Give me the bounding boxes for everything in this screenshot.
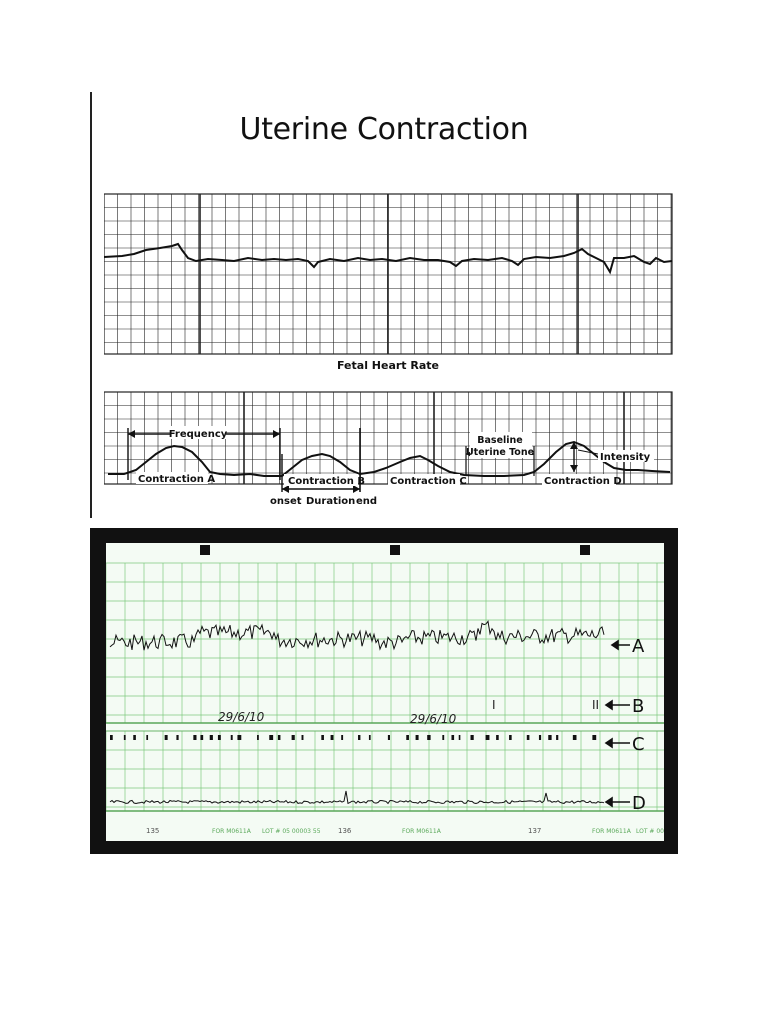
ctg-printout xyxy=(106,543,664,841)
baseline-label-1: Baseline xyxy=(477,435,523,446)
left-margin-line xyxy=(90,92,92,518)
roman-ii: II xyxy=(592,698,600,712)
duration-label: Duration xyxy=(306,496,356,507)
footer-text-4: FOR M0611A xyxy=(592,828,631,835)
intensity-label: Intensity xyxy=(600,452,651,463)
fhr-strip xyxy=(104,192,674,374)
marker-a: A xyxy=(632,636,645,657)
marker-c: C xyxy=(632,734,645,755)
handwritten-date-2: 29/6/10 xyxy=(410,712,457,726)
footer-text-2: LOT # 05 00003 55 xyxy=(262,828,321,835)
footer-text-5: LOT # 00 xyxy=(636,828,664,835)
page-number-3: 137 xyxy=(528,827,542,835)
footer-text-3: FOR M0611A xyxy=(402,828,441,835)
roman-i: I xyxy=(492,698,496,712)
fhr-caption: Fetal Heart Rate xyxy=(336,359,440,372)
footer-text-1: FOR M0611A xyxy=(212,828,251,835)
onset-label: onset xyxy=(270,496,302,507)
marker-d: D xyxy=(632,793,646,814)
page-title: Uterine Contraction xyxy=(239,112,529,147)
contraction-b-label: Contraction B xyxy=(288,476,366,487)
ctg-photo-frame xyxy=(90,528,678,854)
page-number-1: 135 xyxy=(146,827,160,835)
marker-b: B xyxy=(632,696,645,717)
handwritten-date-1: 29/6/10 xyxy=(218,710,265,724)
contraction-d-label: Contraction D xyxy=(544,476,622,487)
ctg-paper xyxy=(106,543,664,841)
page-number-2: 136 xyxy=(338,827,352,835)
uc-trace xyxy=(108,442,670,476)
ctg-fhr-trace xyxy=(110,621,604,650)
contraction-a-label: Contraction A xyxy=(138,474,216,485)
end-label: end xyxy=(356,496,378,507)
frequency-label: Frequency xyxy=(168,429,228,440)
uc-strip xyxy=(104,390,674,510)
ctg-toco-trace xyxy=(110,791,604,804)
baseline-label-2: Uterine Tone xyxy=(465,447,535,458)
contraction-c-label: Contraction C xyxy=(390,476,467,487)
